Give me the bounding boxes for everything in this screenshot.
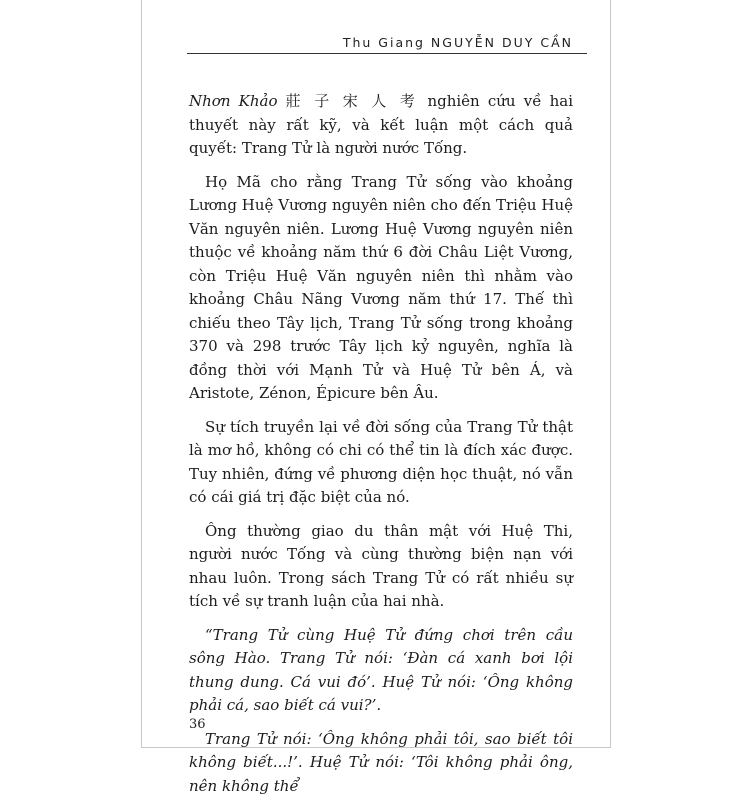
chinese-title: 莊 子 宋 人 考	[285, 92, 420, 110]
quote-paragraph-2: Trang Tử nói: ‘Ông không phải tôi, sao biết tôi không biết...!’. Huệ Tử nói: ‘Tôi không phải ông, nên không thể	[189, 729, 573, 795]
author-name: Nhơn Khảo	[189, 92, 278, 110]
paragraph-1-text: nghiên cứu về hai thuyết này rất kỹ, và kết luận một cách quả quyết: Trang Tử là người nước Tống.	[189, 92, 574, 157]
paragraph-4: Ông thường giao du thân mật với Huệ Thi, người nước Tống và cùng thường biện nạn với nhau luôn. Trong sách Trang Tử có rất nhiều sự tích về sự tranh luận của hai nhà.	[189, 521, 573, 610]
paragraph-2: Họ Mã cho rằng Trang Tử sống vào khoảng Lương Huệ Vương nguyên niên cho đến Triệu Huệ Văn nguyên niên. Lương Huệ Vương nguyên niên thuộc về khoảng năm thứ 6 đời Châu Liệt Vương, còn Triệu Huệ Văn nguyên niên thì nhằm vào khoảng Châu Nãng Vương năm thứ 17. Thế thì chiếu theo Tây lịch, Trang Tử sống trong khoảng 370 và 298 trước Tây lịch kỷ nguyên, nghĩa là đồng thời với Mạnh Tử và Huệ Tử bên Á, và Aristote, Zénon, Épicure bên Âu.	[189, 172, 573, 402]
running-title: Thu Giang NGUYỄN DUY CẦN	[342, 35, 573, 50]
body-text	[189, 90, 573, 808]
header-rule	[187, 53, 587, 54]
paragraph-1	[189, 90, 573, 161]
book-page	[141, 0, 611, 795]
paragraph-3: Sự tích truyền lại về đời sống của Trang Tử thật là mơ hồ, không có chi có thể tin là đích xác được. Tuy nhiên, đứng về phương diện học thuật, nó vẫn có cái giá trị đặc biệt của nó.	[189, 417, 573, 506]
page-number: 36	[189, 717, 206, 732]
running-header	[187, 35, 587, 55]
quote-paragraph-1: “Trang Tử cùng Huệ Tử đứng chơi trên cầu sông Hào. Trang Tử nói: ‘Đàn cá xanh bơi lội thung dung. Cá vui đó’. Huệ Tử nói: ‘Ông không phải cá, sao biết cá vui?’.	[189, 625, 573, 714]
